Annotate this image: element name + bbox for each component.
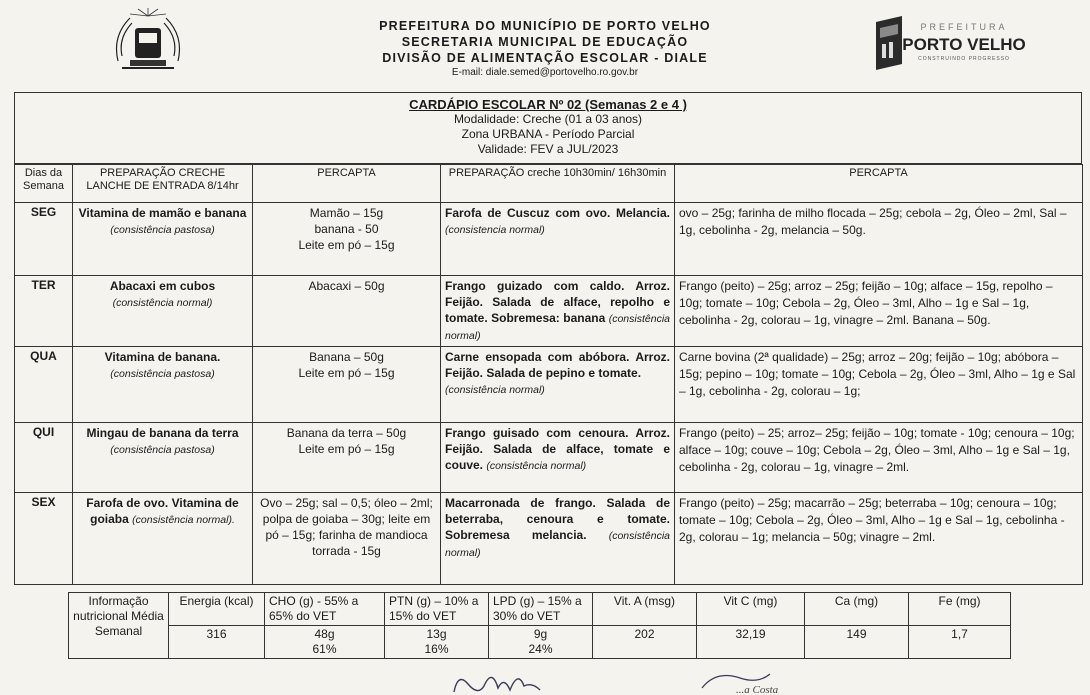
nutrition-value: 316 <box>169 626 265 659</box>
lanche-cell <box>73 203 253 276</box>
nutrition-header-fe: Fe (mg) <box>909 593 1011 626</box>
nutrition-header-vitc: Vit C (mg) <box>697 593 805 626</box>
logo-main-text: PORTO VELHO <box>902 35 1026 54</box>
percapta-lanche-cell <box>253 347 441 423</box>
lanche-cell <box>73 347 253 423</box>
prep-text: Macarronada de frango. Salada de beterraba, cenoura e tomate. Sobremesa melancia. <box>445 496 670 542</box>
col-percapta-refeicao: PERCAPTA <box>675 165 1083 203</box>
prep-text: Carne ensopada com abóbora. Arroz. Feijão. Salada de pepino e tomate. <box>445 350 670 380</box>
header-line-secretaria: SECRETARIA MUNICIPAL DE EDUCAÇÃO <box>401 35 689 49</box>
percapta-lanche-cell <box>253 203 441 276</box>
menu-validade: Validade: FEV a JUL/2023 <box>477 142 619 156</box>
percapta-line: Leite em pó – 15g <box>298 442 395 456</box>
lanche-text: Mingau de banana da terra <box>86 426 239 440</box>
header-line-divisao: DIVISÃO DE ALIMENTAÇÃO ESCOLAR - DIALE <box>382 51 708 65</box>
prep-cell <box>441 276 675 347</box>
nutrition-header-ptn: PTN (g) – 10% a 15% do VET <box>385 593 489 626</box>
logo-top-text: PREFEITURA <box>920 22 1008 32</box>
lanche-text: Vitamina de mamão e banana <box>78 206 247 220</box>
day-cell: SEG <box>15 203 73 276</box>
lanche-cell <box>73 276 253 347</box>
col-dias: Dias da Semana <box>15 165 73 203</box>
nutrition-value: 48g 61% <box>265 626 385 659</box>
day-cell: QUI <box>15 423 73 493</box>
percapta-line: Ovo – 25g; sal – 0,5; óleo – 2ml; polpa de goiaba – 30g; leite em pó – 15g; farinha de mandioca torrada - 15g <box>260 496 433 558</box>
nutrition-label: Informação nutricional Média Semanal <box>69 593 169 659</box>
nutrition-header-vita: Vit. A (msg) <box>593 593 697 626</box>
nutrition-value: 202 <box>593 626 697 659</box>
porto-velho-logo-icon <box>872 14 1032 72</box>
prep-text: Frango guizado com caldo. Arroz. Feijão. Salada de alface, repolho e tomate. Sobremesa: banana <box>445 279 670 325</box>
table-row <box>15 423 1083 493</box>
nutrition-header-lpd: LPD (g) – 15% a 30% do VET <box>489 593 593 626</box>
signature-name: ...a Costa <box>736 684 779 695</box>
table-row <box>15 347 1083 423</box>
col-prep-refeicao: PREPARAÇÃO creche 10h30min/ 16h30min <box>441 165 675 203</box>
table-row <box>15 276 1083 347</box>
percapta-line: Leite em pó – 15g <box>298 238 395 252</box>
prep-cell <box>441 493 675 585</box>
menu-zona: Zona URBANA - Período Parcial <box>461 127 635 141</box>
col-prep-lanche: PREPARAÇÃO CRECHE LANCHE DE ENTRADA 8/14hr <box>73 165 253 203</box>
table-row <box>15 493 1083 585</box>
nutrition-value: 13g 16% <box>385 626 489 659</box>
lanche-text: Vitamina de banana. <box>104 350 221 364</box>
percapta-refeicao-cell: ovo – 25g; farinha de milho flocada – 25g; cebola – 2g, Óleo – 2ml, Sal – 1g, cebolinha - 2g, melancia – 50g. <box>675 203 1083 276</box>
menu-modalidade: Modalidade: Creche (01 a 03 anos) <box>453 112 643 126</box>
prep-note: (consistência normal) <box>445 530 670 559</box>
prep-note: (consistência normal) <box>486 460 587 472</box>
percapta-line: banana - 50 <box>314 222 379 236</box>
percapta-refeicao-cell: Frango (peito) – 25g; macarrão – 25g; beterraba – 10g; cenoura – 10g; tomate – 10g; Cebola – 2g, Óleo – 3ml, Alho – 1g e Sal – 1g, cebolinha - 2g, colorau – 1g; melancia – 50g; vinagre – 2ml. <box>675 493 1083 585</box>
header-line-prefeitura: PREFEITURA DO MUNICÍPIO DE PORTO VELHO <box>379 19 711 33</box>
prep-cell <box>441 423 675 493</box>
menu-table <box>14 164 1083 585</box>
page-header <box>0 0 1090 90</box>
percapta-refeicao-cell: Carne bovina (2ª qualidade) – 25g; arroz – 20g; feijão – 10g; abóbora – 15g; pepino – 10g; tomate – 10g; Cebola – 2g, Óleo – 3ml, Alho – 1g e Sal – 1g, cebolinha - 2g, colorau – 1g; <box>675 347 1083 423</box>
col-percapta-lanche: PERCAPTA <box>253 165 441 203</box>
header-email: E-mail: diale.semed@portovelho.ro.gov.br <box>451 67 639 78</box>
menu-title-box <box>14 92 1082 164</box>
lanche-note: (consistência normal). <box>132 514 235 526</box>
prep-text: Frango guisado com cenoura. Arroz. Feijão. Salada de alface, tomate e couve. <box>445 426 670 472</box>
lanche-note: (consistência pastosa) <box>110 444 215 456</box>
lanche-text: Abacaxi em cubos <box>109 279 216 293</box>
menu-header-row <box>15 165 1083 203</box>
lanche-note: (consistência normal) <box>112 297 213 309</box>
logo-sub-text: CONSTRUINDO PROGRESSO <box>918 56 1010 62</box>
lanche-text: Farofa de ovo. Vitamina de goiaba <box>86 496 239 526</box>
percapta-lanche-cell <box>253 276 441 347</box>
nutrition-header-row <box>69 593 1011 626</box>
prep-note: (consistencia normal) <box>445 224 545 236</box>
percapta-line: Leite em pó – 15g <box>298 366 395 380</box>
percapta-refeicao-cell: Frango (peito) – 25; arroz– 25g; feijão – 10g; tomate - 10g; cenoura – 10g; alface – 10g; couve – 10g; Cebola – 2g, Óleo – 3ml, Alho – 1g e Sal – 1g, cebolinha - 2g, colorau – 1g, vinagre – 2ml. <box>675 423 1083 493</box>
lanche-note: (consistência pastosa) <box>110 224 215 236</box>
nutrition-value: 32,19 <box>697 626 805 659</box>
nutrition-value: 9g 24% <box>489 626 593 659</box>
prep-text: Farofa de Cuscuz com ovo. Melancia. <box>445 206 670 220</box>
nutrition-values-row <box>69 626 1011 659</box>
percapta-line: Banana – 50g <box>309 350 384 364</box>
percapta-line: Mamão – 15g <box>309 206 384 220</box>
lanche-cell <box>73 493 253 585</box>
nutrition-value: 149 <box>805 626 909 659</box>
prep-cell <box>441 347 675 423</box>
lanche-cell <box>73 423 253 493</box>
day-cell: QUA <box>15 347 73 423</box>
municipal-crest-icon <box>108 6 188 78</box>
prep-note: (consistência normal) <box>445 313 670 342</box>
lanche-note: (consistência pastosa) <box>110 368 215 380</box>
day-cell: SEX <box>15 493 73 585</box>
menu-title: CARDÁPIO ESCOLAR Nº 02 (Semanas 2 e 4 ) <box>409 97 687 112</box>
percapta-line: Banana da terra – 50g <box>286 426 407 440</box>
percapta-lanche-cell <box>253 493 441 585</box>
percapta-lanche-cell <box>253 423 441 493</box>
table-row <box>15 203 1083 276</box>
day-cell: TER <box>15 276 73 347</box>
nutrition-header-energia: Energia (kcal) <box>169 593 265 626</box>
percapta-line: Abacaxi – 50g <box>308 279 385 293</box>
nutrition-table <box>68 592 1011 659</box>
signatures-icon <box>440 664 840 695</box>
prep-cell <box>441 203 675 276</box>
nutrition-header-ca: Ca (mg) <box>805 593 909 626</box>
prep-note: (consistência normal) <box>445 384 545 396</box>
percapta-refeicao-cell: Frango (peito) – 25g; arroz – 25g; feijão – 10g; alface – 15g, repolho – 10g; tomate – 10g; Cebola – 2g, Óleo – 3ml, Alho – 1g e Sal – 1g, cebolinha - 2g, colorau – 1g, vinagre – 2ml. Banana – 50g. <box>675 276 1083 347</box>
nutrition-header-cho: CHO (g) - 55% a 65% do VET <box>265 593 385 626</box>
nutrition-value: 1,7 <box>909 626 1011 659</box>
